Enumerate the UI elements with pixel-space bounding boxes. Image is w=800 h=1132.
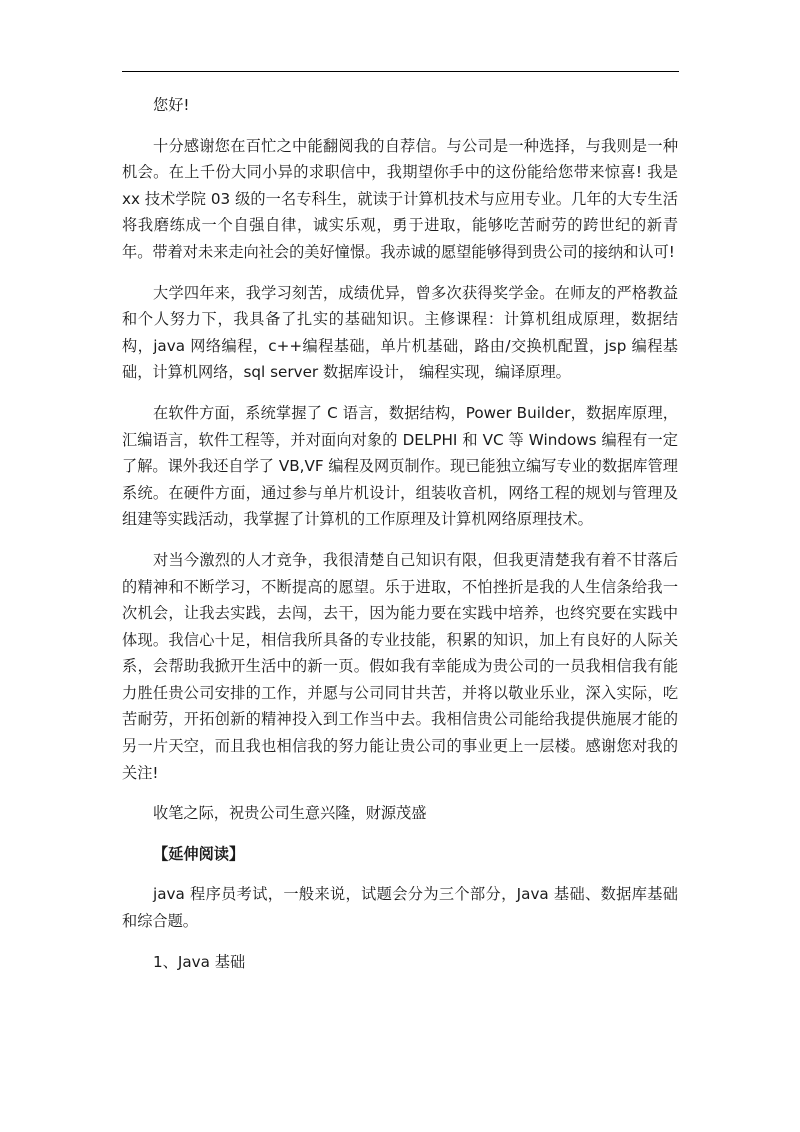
paragraph-skills: 在软件方面，系统掌握了 C 语言，数据结构，Power Builder，数据库原理，汇编语言，软件工程等，并对面向对象的 DELPHI 和 VC 等 Windows 编程有一定了解。课外我还自学了 VB,VF 编程及网页制作。现已能独立编写专业的数据库管理系统。在硬件方面，通过参与单片机设计，组装收音机，网络工程的规划与管理及组建等实践活动，我掌握了计算机的工作原理及计算机网络原理技术。	[122, 403, 678, 529]
closing-line: 收笔之际，祝贵公司生意兴隆，财源茂盛	[153, 804, 427, 823]
greeting: 您好!	[153, 96, 190, 114]
paragraph-extended: java 程序员考试，一般来说，试题会分为三个部分，Java 基础、数据库基础和综合题。	[122, 885, 678, 931]
paragraph-motivation: 对当今激烈的人才竞争，我很清楚自己知识有限，但我更清楚我有着不甘落后的精神和不断学习，不断提高的愿望。乐于进取，不怕挫折是我的人生信条给我一次机会，让我去实践，去闯，去干，因为能力要在实践中培养，也终究要在实践中体现。我信心十足，相信我所具备的专业技能，积累的知识，加上有良好的人际关系，会帮助我掀开生活中的新一页。假如我有幸能成为贵公司的一员我相信我有能力胜任贵公司安排的工作，并愿与公司同甘共苦，并将以敬业乐业，深入实际，吃苦耐劳，开拓创新的精神投入到工作当中去。我相信贵公司能给我提供施展才能的另一片天空，而且我也相信我的努力能让贵公司的事业更上一层楼。感谢您对我的关注!	[122, 550, 678, 782]
paragraph-intro: 十分感谢您在百忙之中能翻阅我的自荐信。与公司是一种选择，与我则是一种机会。在上千份大同小异的求职信中，我期望你手中的这份能给您带来惊喜! 我是 xx 技术学院 03 级的一名专科生，就读于计算机技术与应用专业。几年的大专生活将我磨练成一个自强自律，诚实乐观，勇于进取，能够吃苦耐劳的跨世纪的新青年。带着对未来走向社会的美好憧憬。我赤诚的愿望能够得到贵公司的接纳和认可!	[122, 136, 678, 261]
list-item-java-basics: 1、Java 基础	[153, 952, 246, 971]
document-body	[122, 92, 678, 989]
header-rule	[122, 71, 679, 72]
paragraph-study: 大学四年来，我学习刻苦，成绩优异，曾多次获得奖学金。在师友的严格教益和个人努力下，我具备了扎实的基础知识。主修课程：计算机组成原理，数据结构，java 网络编程，c++编程基础，单片机基础，路由/交换机配置，jsp 编程基础，计算机网络，sql server 数据库设计， 编程实现，编译原理。	[122, 283, 678, 382]
section-heading: 【延伸阅读】	[153, 844, 245, 863]
